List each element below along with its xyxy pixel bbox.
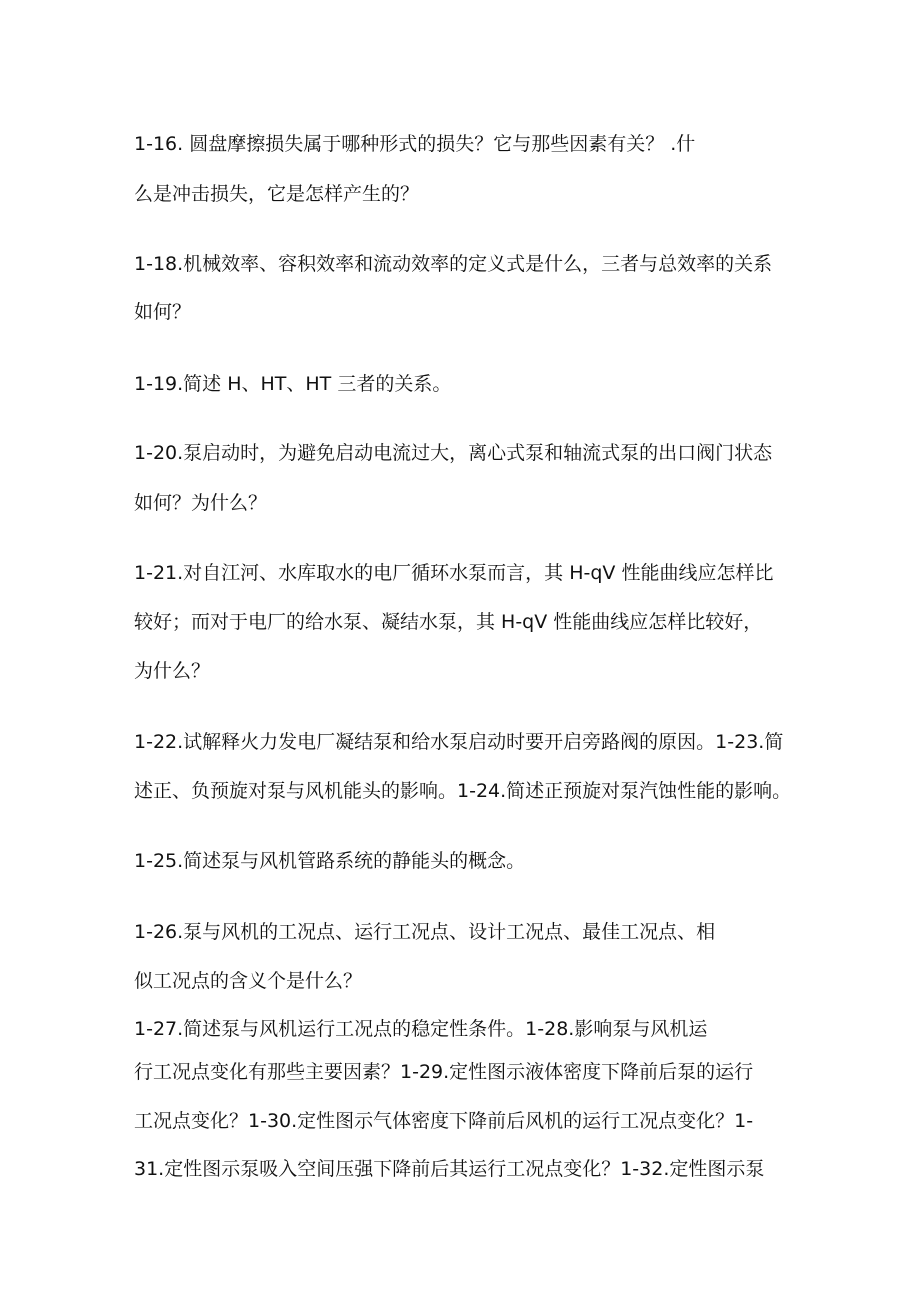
- text-line: 似工况点的含义个是什么？: [134, 970, 363, 992]
- text-line: 1-22.试解释火力发电厂凝结泵和给水泵启动时要开启旁路阀的原因。1-23.简: [134, 731, 784, 753]
- text-line: 1-27.简述泵与风机运行工况点的稳定性条件。1-28.影响泵与风机运: [134, 1018, 708, 1040]
- text-line: 如何？为什么？: [134, 492, 268, 514]
- text-line: 如何？: [134, 301, 192, 323]
- text-line: 1-25.简述泵与风机管路系统的静能头的概念。: [134, 850, 526, 872]
- text-line: 1-18.机械效率、容积效率和流动效率的定义式是什么，三者与总效率的关系: [134, 253, 773, 275]
- text-line: 行工况点变化有那些主要因素？1-29.定性图示液体密度下降前后泵的运行: [134, 1061, 754, 1083]
- text-line: 述正、负预旋对泵与风机能头的影响。1-24.简述正预旋对泵汽蚀性能的影响。: [134, 780, 792, 802]
- text-line: 较好；而对于电厂的给水泵、凝结水泵，其 H-qV 性能曲线应怎样比较好，: [134, 611, 763, 633]
- text-line: 1-21.对自江河、水库取水的电厂循环水泵而言，其 H-qV 性能曲线应怎样比: [134, 562, 774, 584]
- text-line: 工况点变化？1-30.定性图示气体密度下降前后风机的运行工况点变化？1-: [134, 1110, 754, 1132]
- text-line: 为什么？: [134, 660, 211, 682]
- text-line: 1-26.泵与风机的工况点、运行工况点、设计工况点、最佳工况点、相: [134, 921, 716, 943]
- text-line: 么是冲击损失，它是怎样产生的？: [134, 183, 420, 205]
- text-line: 1-16. 圆盘摩擦损失属于哪种形式的损失？它与那些因素有关？ .什: [134, 133, 696, 155]
- text-line: 1-19.简述 H、HT、HT 三者的关系。: [134, 373, 452, 395]
- text-line: 1-20.泵启动时，为避免启动电流过大，离心式泵和轴流式泵的出口阀门状态: [134, 442, 773, 464]
- text-line: 31.定性图示泵吸入空间压强下降前后其运行工况点变化？1-32.定性图示泵: [134, 1158, 765, 1180]
